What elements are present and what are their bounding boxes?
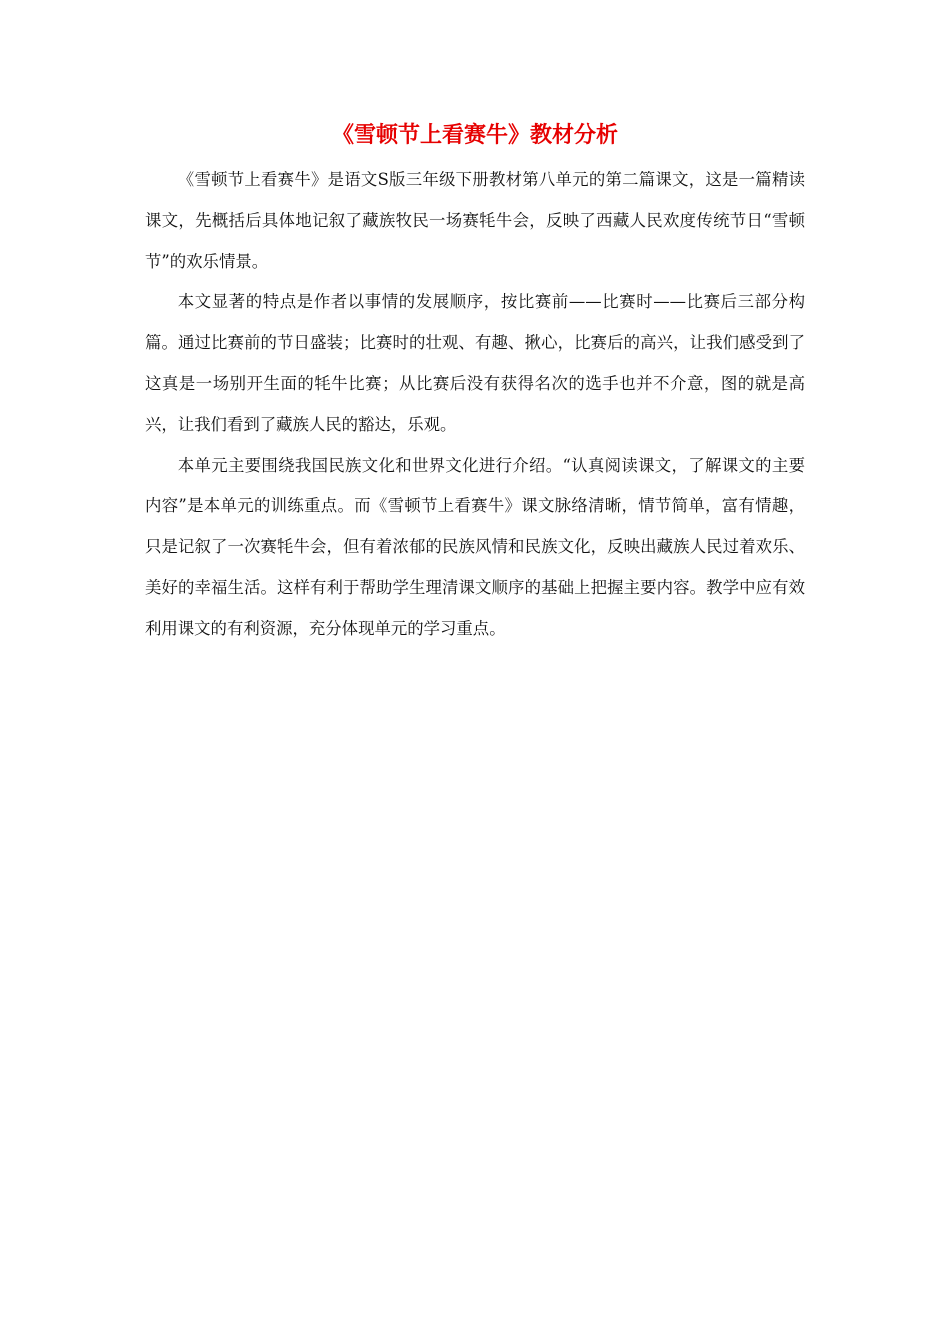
paragraph-1: 《雪顿节上看赛牛》是语文S版三年级下册教材第八单元的第二篇课文，这是一篇精读课文，先概括后具体地记叙了藏族牧民一场赛牦牛会，反映了西藏人民欢度传统节日“雪顿节”的欢乐情景。 — [145, 170, 805, 271]
paragraph-3: 本单元主要围绕我国民族文化和世界文化进行介绍。“认真阅读课文，了解课文的主要内容”是本单元的训练重点。而《雪顿节上看赛牛》课文脉络清晰，情节简单，富有情趣，只是记叙了一次赛牦牛会，但有着浓郁的民族风情和民族文化，反映出藏族人民过着欢乐、美好的幸福生活。这样有利于帮助学生理清课文顺序的基础上把握主要内容。教学中应有效利用课文的有利资源，充分体现单元的学习重点。 — [145, 455, 805, 638]
document-title: 《雪顿节上看赛牛》教材分析 — [331, 123, 618, 148]
paragraph-2: 本文显著的特点是作者以事情的发展顺序，按比赛前——比赛时——比赛后三部分构篇。通过比赛前的节日盛装；比赛时的壮观、有趣、揪心，比赛后的高兴，让我们感受到了这真是一场别开生面的牦牛比赛；从比赛后没有获得名次的选手也并不介意，图的就是高兴，让我们看到了藏族人民的豁达，乐观。 — [145, 292, 805, 434]
document-body — [145, 160, 805, 650]
